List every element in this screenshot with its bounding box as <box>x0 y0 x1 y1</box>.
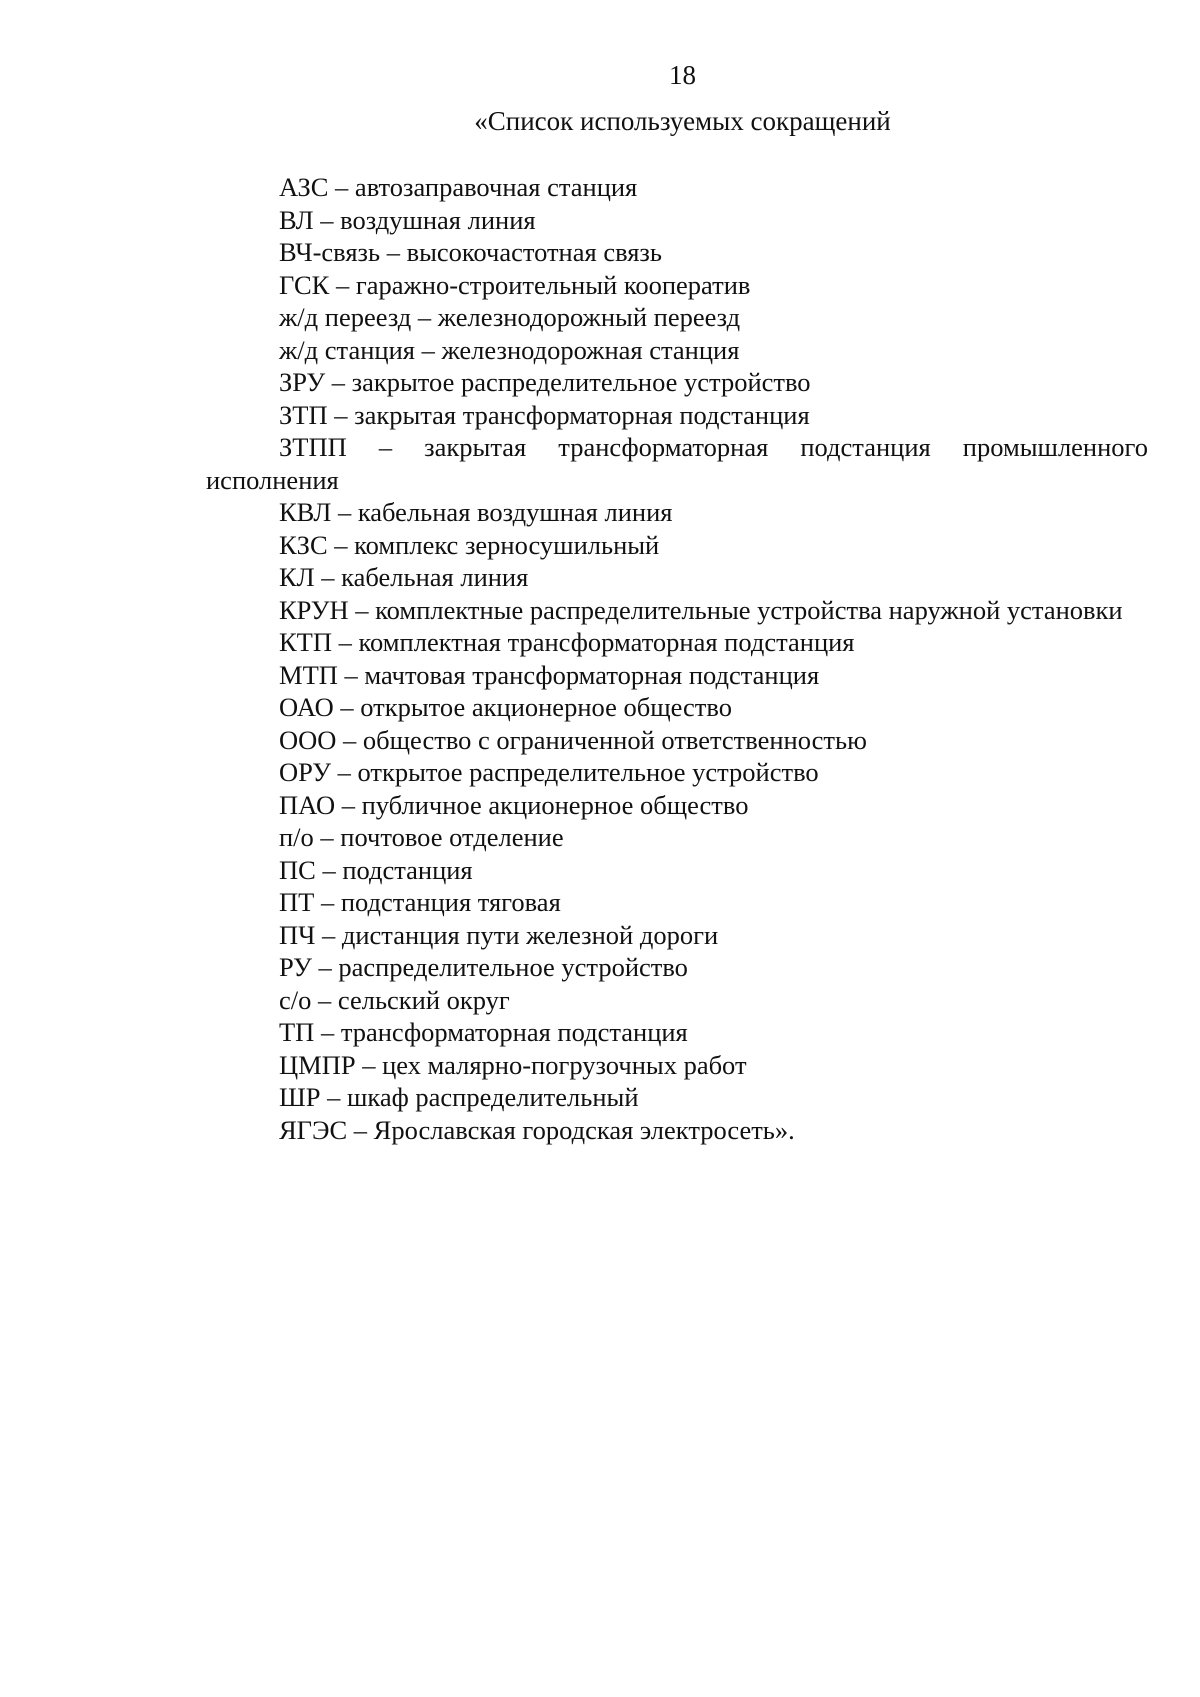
abbreviation-item: ПАО – публичное акционерное общество <box>279 789 749 820</box>
abbreviation-item: ПС – подстанция <box>279 854 473 885</box>
abbreviation-item: ПЧ – дистанция пути железной дороги <box>279 919 719 950</box>
abbreviation-item: п/о – почтовое отделение <box>279 822 564 852</box>
abbreviation-item: с/о – сельский округ <box>279 984 510 1015</box>
abbreviation-item: ЗРУ – закрытое распределительное устройство <box>279 367 811 397</box>
abbreviation-item: ПТ – подстанция тяговая <box>279 887 561 917</box>
abbreviation-item: КЛ – кабельная линия <box>279 562 529 592</box>
abbreviation-item: КТП – комплектная трансформаторная подстанция <box>279 627 855 657</box>
abbreviation-item: РУ – распределительное устройство <box>279 952 688 982</box>
abbreviation-item: ГСК – гаражно-строительный кооператив <box>279 269 751 300</box>
page-number: 18 <box>669 60 696 90</box>
abbreviation-item: ОРУ – открытое распределительное устройство <box>279 757 819 787</box>
abbreviation-item: ЗТП – закрытая трансформаторная подстанция <box>279 399 810 430</box>
abbreviation-item: ВЛ – воздушная линия <box>279 204 536 235</box>
abbreviation-item: ЗТПП – закрытая трансформаторная подстанция промышленного исполнения <box>206 432 1148 495</box>
abbreviation-item: ж/д переезд – железнодорожный переезд <box>279 302 741 332</box>
abbreviation-item: ж/д станция – железнодорожная станция <box>279 334 740 365</box>
abbreviation-item: АЗС – автозаправочная станция <box>279 172 638 202</box>
abbreviation-item: ШР – шкаф распределительный <box>279 1082 639 1112</box>
abbreviation-item: ТП – трансформаторная подстанция <box>279 1017 688 1047</box>
abbreviation-item: ВЧ-связь – высокочастотная связь <box>279 237 662 267</box>
abbreviation-list <box>206 171 1148 1146</box>
abbreviation-item: КЗС – комплекс зерносушильный <box>279 529 660 560</box>
list-title: «Список используемых сокращений <box>474 106 891 136</box>
abbreviation-item: КВЛ – кабельная воздушная линия <box>279 497 673 527</box>
abbreviation-item: ОАО – открытое акционерное общество <box>279 692 732 722</box>
abbreviation-item: МТП – мачтовая трансформаторная подстанция <box>279 659 820 690</box>
abbreviation-item: ЯГЭС – Ярославская городская электросеть». <box>279 1114 795 1145</box>
abbreviation-item: ЦМПР – цех малярно-погрузочных работ <box>279 1049 747 1080</box>
abbreviation-item: КРУН – комплектные распределительные устройства наружной установки <box>279 594 1123 625</box>
abbreviation-item: ООО – общество с ограниченной ответственностью <box>279 724 867 755</box>
